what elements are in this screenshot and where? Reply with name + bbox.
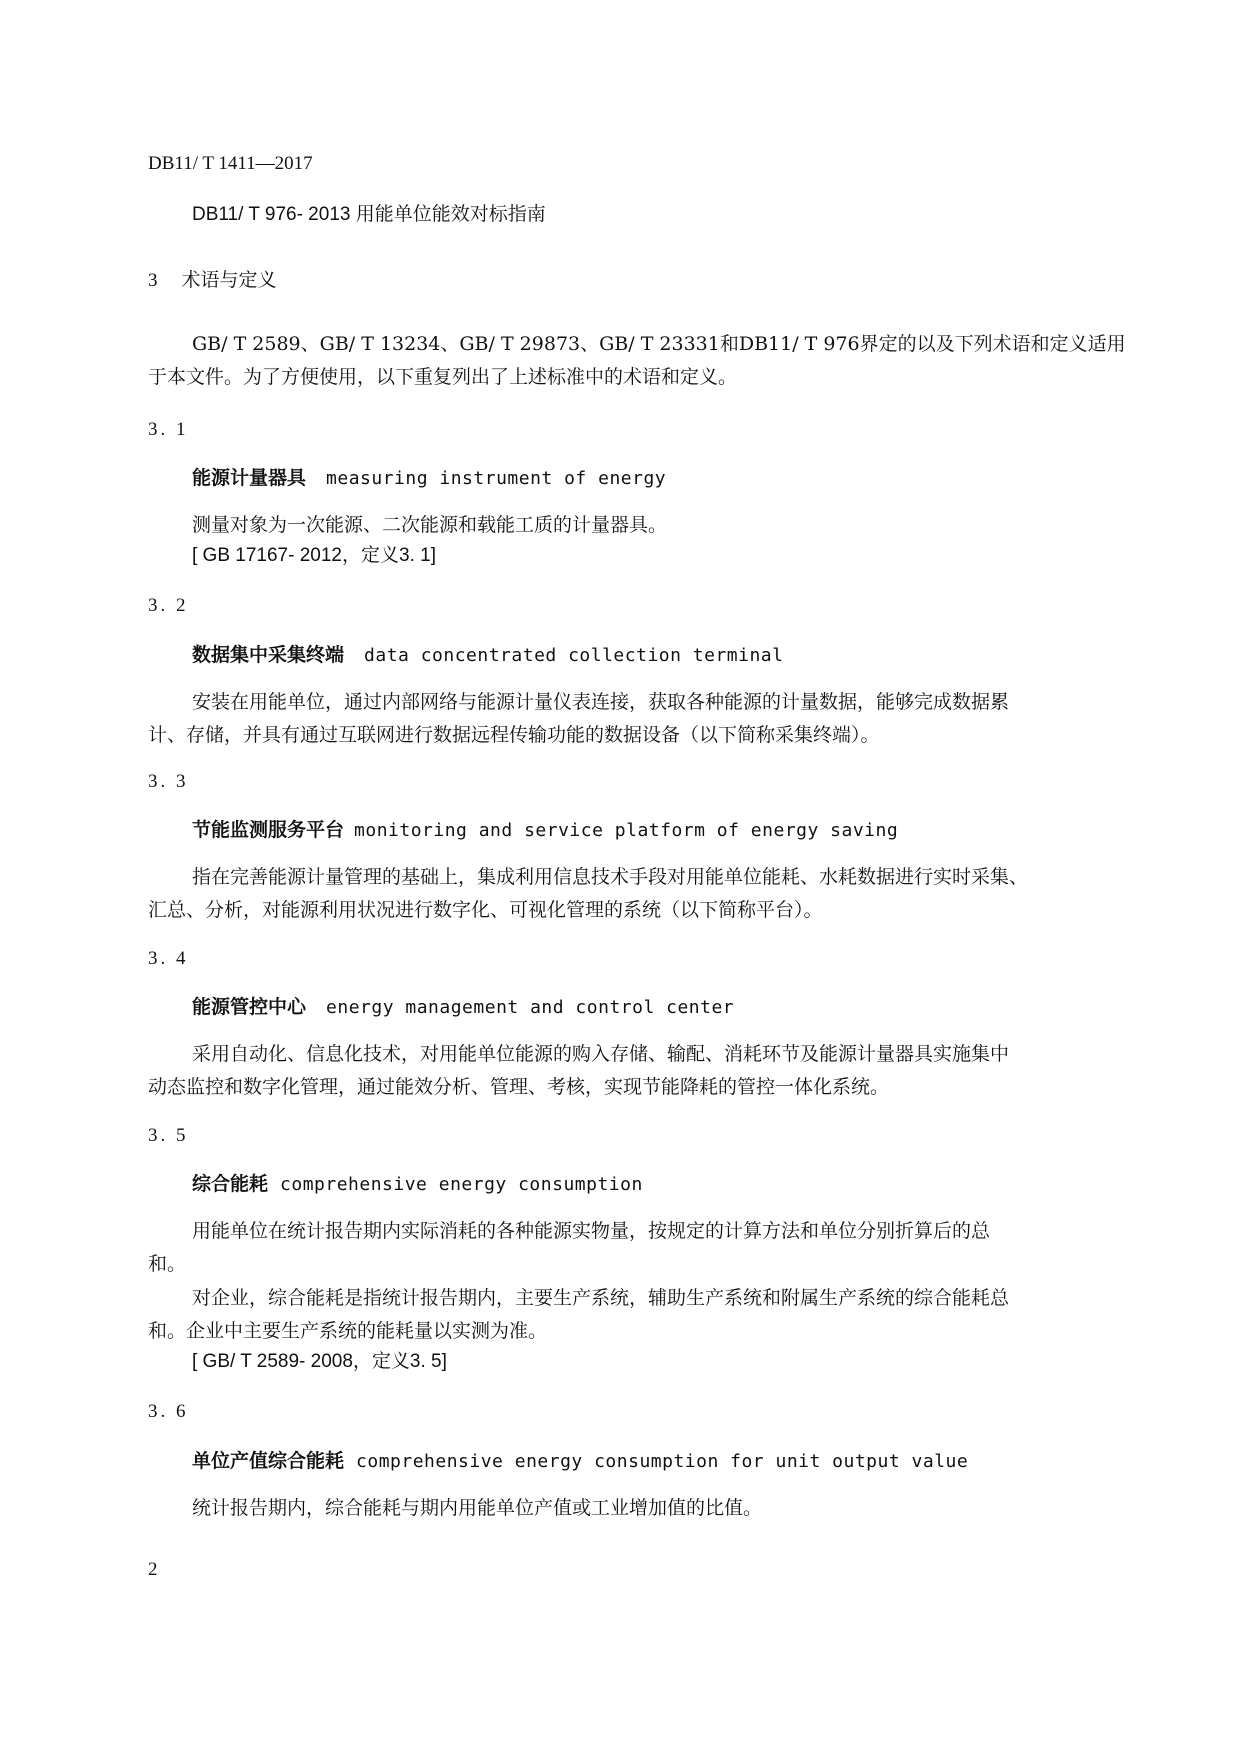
intro-line-2: 于本文件。为了方便使用，以下重复列出了上述标准中的术语和定义。 (148, 366, 738, 388)
intro-line-1: GB/ T 2589、GB/ T 13234、GB/ T 29873、GB/ T 23331和DB11/ T 976界定的以及下列术语和定义适用 (192, 333, 1126, 355)
section-heading (148, 268, 277, 293)
term-en: measuring instrument of energy (326, 468, 667, 489)
term-zh: 数据集中采集终端 (192, 644, 345, 666)
section-title: 术语与定义 (181, 269, 277, 291)
term-definition: 采用自动化、信息化技术，对用能单位能源的购入存储、输配、消耗环节及能源计量器具实施集中 (192, 1043, 1010, 1065)
term-number: 3. 2 (148, 595, 189, 616)
term-en: energy management and control center (326, 997, 735, 1018)
term-definition: 对企业，综合能耗是指统计报告期内，主要生产系统，辅助生产系统和附属生产系统的综合能耗总 (192, 1287, 1010, 1309)
term-definition: 用能单位在统计报告期内实际消耗的各种能源实物量，按规定的计算方法和单位分别折算后的总 (192, 1220, 991, 1242)
term-definition-cont: 汇总、分析，对能源利用状况进行数字化、可视化管理的系统（以下简称平台）。 (148, 899, 823, 921)
term-en: comprehensive energy consumption for unit output value (356, 1451, 969, 1472)
term-zh: 节能监测服务平台 (192, 819, 345, 841)
term-heading (192, 818, 898, 843)
normative-reference: DB11/ T 976- 2013 用能单位能效对标指南 (192, 204, 546, 225)
term-zh: 能源管控中心 (192, 996, 307, 1018)
term-heading (192, 995, 734, 1020)
standard-code-header: DB11/ T 1411—2017 (148, 153, 313, 174)
term-en: comprehensive energy consumption (280, 1174, 643, 1195)
term-en: monitoring and service platform of energy saving (354, 820, 899, 841)
term-zh: 能源计量器具 (192, 467, 307, 489)
term-number: 3. 3 (148, 771, 189, 792)
term-number: 3. 6 (148, 1401, 189, 1422)
term-definition-cont: 和。 (148, 1253, 187, 1275)
term-heading (192, 466, 666, 491)
term-heading (192, 1172, 643, 1197)
term-source: [ GB/ T 2589- 2008，定义3. 5] (192, 1351, 447, 1372)
term-zh: 综合能耗 (192, 1173, 269, 1195)
term-zh: 单位产值综合能耗 (192, 1450, 345, 1472)
term-number: 3. 5 (148, 1125, 189, 1146)
term-number: 3. 1 (148, 419, 189, 440)
term-number: 3. 4 (148, 948, 189, 969)
term-source: [ GB 17167- 2012，定义3. 1] (192, 545, 436, 566)
page-number: 2 (148, 1559, 158, 1580)
section-number: 3 (148, 270, 158, 291)
term-definition-cont: 计、存储，并具有通过互联网进行数据远程传输功能的数据设备（以下简称采集终端）。 (148, 724, 880, 746)
term-definition-cont: 动态监控和数字化管理，通过能效分析、管理、考核，实现节能降耗的管控一体化系统。 (148, 1076, 890, 1098)
term-heading (192, 1449, 968, 1474)
term-definition: 安装在用能单位，通过内部网络与能源计量仪表连接，获取各种能源的计量数据，能够完成数据累 (192, 691, 1010, 713)
term-definition-cont: 和。企业中主要生产系统的能耗量以实测为准。 (148, 1320, 548, 1342)
term-definition: 统计报告期内，综合能耗与期内用能单位产值或工业增加值的比值。 (192, 1497, 763, 1519)
term-definition: 测量对象为一次能源、二次能源和载能工质的计量器具。 (192, 514, 668, 536)
term-en: data concentrated collection terminal (364, 645, 784, 666)
term-heading (192, 643, 783, 668)
term-definition: 指在完善能源计量管理的基础上，集成利用信息技术手段对用能单位能耗、水耗数据进行实时采集、 (192, 866, 1029, 888)
